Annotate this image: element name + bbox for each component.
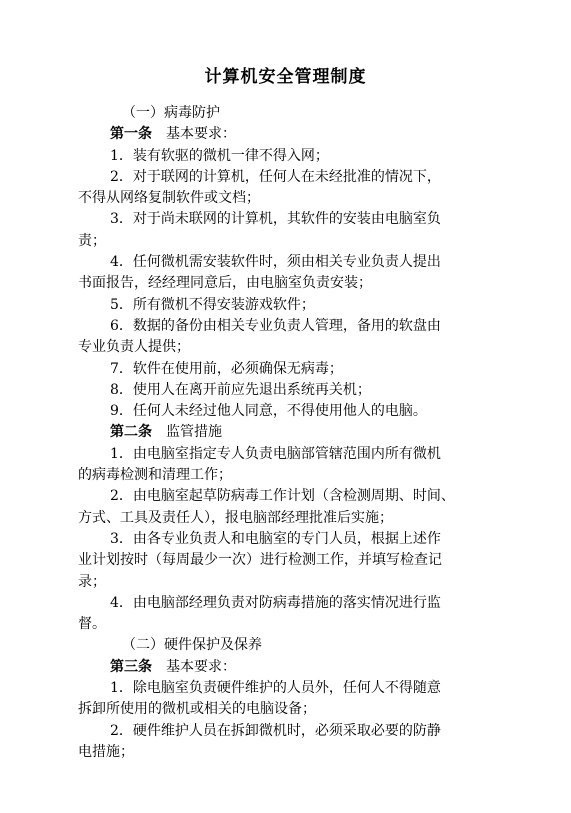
section-heading-text: （一）病毒防护 <box>122 105 220 121</box>
list-item <box>78 316 488 337</box>
list-item <box>78 529 488 550</box>
paragraph-text: 8．使用人在离开前应先退出系统再关机； <box>110 381 371 398</box>
paragraph-text: 7．软件在使用前，必须确保无病毒； <box>110 360 343 377</box>
list-item-continuation <box>78 465 488 486</box>
paragraph-text: 3．由各专业负责人和电脑室的专门人员，根据上述作 <box>110 530 441 547</box>
list-item <box>78 146 488 167</box>
list-item-continuation <box>78 699 488 720</box>
paragraph-text: 4．任何微机需安装软件时，须由相关专业负责人提出 <box>110 254 441 271</box>
paragraph-text: 督。 <box>78 616 106 633</box>
list-item <box>78 295 488 316</box>
paragraph-text: 1．装有软驱的微机一律不得入网； <box>110 147 329 164</box>
paragraph-text: 书面报告，经经理同意后，由电脑室负责安装； <box>78 275 372 292</box>
paragraph-text: 3．对于尚未联网的计算机，其软件的安装由电脑室负 <box>110 211 441 228</box>
list-item <box>78 486 488 507</box>
section-heading <box>78 103 488 124</box>
article-title: 基本要求： <box>166 658 236 675</box>
list-item-continuation <box>78 614 488 635</box>
paragraph-text: 拆卸所使用的微机或相关的电脑设备； <box>78 701 316 718</box>
paragraph-text: 专业负责人提供； <box>78 339 190 356</box>
paragraph-text: 2．对于联网的计算机，任何人在未经批准的情况下， <box>110 168 441 185</box>
section-heading-text: （二）硬件保护及保养 <box>122 637 262 654</box>
list-item <box>78 380 488 401</box>
list-item-continuation <box>78 273 488 294</box>
list-item-continuation <box>78 508 488 529</box>
paragraph-text: 业计划按时（每周最少一次）进行检测工作，并填写检查记 <box>78 552 442 569</box>
article-number: 第一条 <box>110 126 152 143</box>
list-item <box>78 721 488 742</box>
article-title: 基本要求： <box>166 126 236 143</box>
article-heading <box>78 422 488 443</box>
article-number: 第二条 <box>110 424 152 441</box>
paragraph-text: 4．由电脑部经理负责对防病毒措施的落实情况进行监 <box>110 594 441 611</box>
paragraph-text: 1．由电脑室指定专人负责电脑部管辖范围内所有微机 <box>110 445 441 462</box>
article-title: 监管措施 <box>166 424 222 441</box>
list-item-continuation <box>78 572 488 593</box>
document-title: 计算机安全管理制度 <box>204 67 367 87</box>
article-heading <box>78 124 488 145</box>
paragraph-text: 责； <box>78 232 106 249</box>
paragraph-text: 2．由电脑室起草防病毒工作计划（含检测周期、时间、 <box>110 488 455 505</box>
paragraph-text: 5．所有微机不得安装游戏软件； <box>110 296 315 313</box>
list-item <box>78 252 488 273</box>
section-heading <box>78 635 488 656</box>
paragraph-text: 电措施； <box>78 743 134 760</box>
list-item <box>78 678 488 699</box>
document-body <box>78 103 488 763</box>
list-item <box>78 359 488 380</box>
paragraph-text: 方式、工具及责任人），报电脑部经理批准后实施； <box>78 509 393 526</box>
list-item <box>78 401 488 422</box>
list-item <box>78 444 488 465</box>
paragraph-text: 6．数据的备份由相关专业负责人管理，备用的软盘由 <box>110 317 441 334</box>
list-item <box>78 167 488 188</box>
list-item <box>78 209 488 230</box>
paragraph-text: 录； <box>78 573 106 590</box>
article-number: 第三条 <box>110 658 152 675</box>
list-item-continuation <box>78 550 488 571</box>
list-item <box>78 593 488 614</box>
list-item-continuation <box>78 742 488 763</box>
paragraph-text: 不得从网络复制软件或文档； <box>78 190 260 207</box>
paragraph-text: 的病毒检测和清理工作； <box>78 467 232 484</box>
paragraph-text: 9．任何人未经过他人同意，不得使用他人的电脑。 <box>110 403 427 420</box>
list-item-continuation <box>78 188 488 209</box>
paragraph-text: 2．硬件维护人员在拆卸微机时，必须采取必要的防静 <box>110 722 441 739</box>
article-heading <box>78 657 488 678</box>
paragraph-text: 1．除电脑室负责硬件维护的人员外，任何人不得随意 <box>110 680 441 697</box>
list-item-continuation <box>78 337 488 358</box>
list-item-continuation <box>78 231 488 252</box>
